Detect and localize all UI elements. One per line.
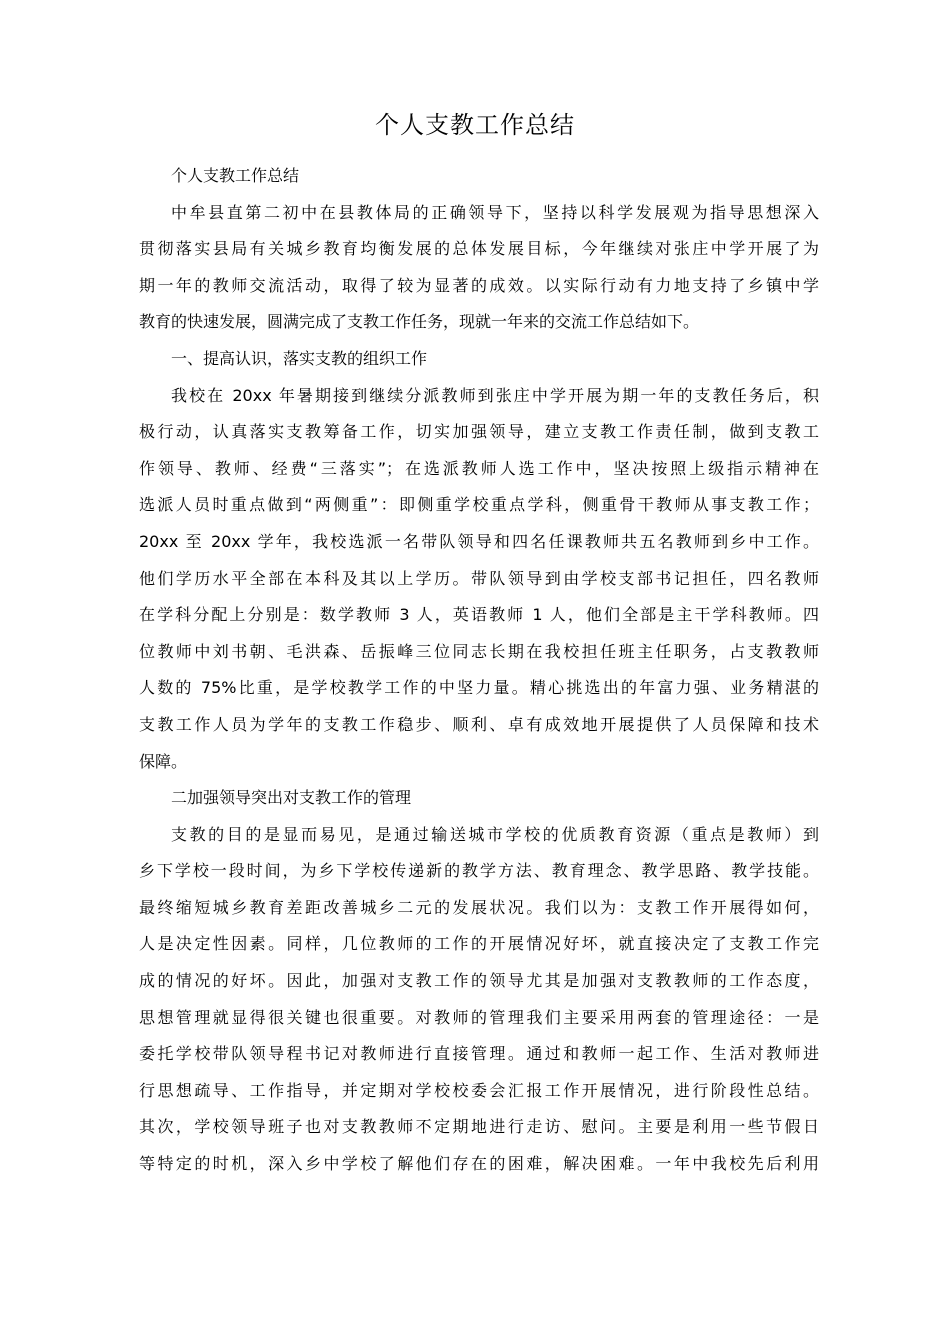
- text-line: 乡下学校一段时间，为乡下学校传递新的教学方法、教育理念、教学思路、教学技能。: [139, 861, 819, 881]
- text-line: 二加强领导突出对支教工作的管理: [171, 788, 412, 808]
- text-line: 作领导、教师、经费“三落实”；在选派教师人选工作中，坚决按照上级指示精神在: [139, 458, 819, 478]
- document-title: 个人支教工作总结: [375, 111, 575, 139]
- text-line: 其次，学校领导班子也对支教教师不定期地进行走访、慰问。主要是利用一些节假日: [139, 1117, 819, 1137]
- text-line: 人是决定性因素。同样，几位教师的工作的开展情况好坏，就直接决定了支教工作完: [139, 934, 819, 954]
- text-line: 极行动，认真落实支教筹备工作，切实加强领导，建立支教工作责任制，做到支教工: [139, 422, 819, 442]
- text-line: 成的情况的好坏。因此，加强对支教工作的领导尤其是加强对支教教师的工作态度，: [139, 971, 819, 991]
- text-line: 贯彻落实县局有关城乡教育均衡发展的总体发展目标，今年继续对张庄中学开展了为: [139, 239, 819, 259]
- text-line: 思想管理就显得很关键也很重要。对教师的管理我们主要采用两套的管理途径：一是: [139, 1007, 819, 1027]
- text-line: 个人支教工作总结: [171, 166, 300, 185]
- text-line: 在学科分配上分别是：数学教师 3 人，英语教师 1 人，他们全部是主干学科教师。四: [139, 605, 819, 625]
- text-line: 最终缩短城乡教育差距改善城乡二元的发展状况。我们以为：支教工作开展得如何，: [139, 897, 819, 917]
- text-line: 一、提高认识，落实支教的组织工作: [171, 348, 428, 368]
- document-body: [139, 158, 819, 1183]
- text-line: 保障。: [139, 751, 188, 771]
- text-line: 期一年的教师交流活动，取得了较为显著的成效。以实际行动有力地支持了乡镇中学: [139, 275, 819, 295]
- text-line: 选派人员时重点做到“两侧重”：即侧重学校重点学科，侧重骨干教师从事支教工作；: [139, 495, 819, 515]
- text-line: 我校在 20xx 年暑期接到继续分派教师到张庄中学开展为期一年的支教任务后，积: [171, 385, 819, 405]
- text-line: 中牟县直第二初中在县教体局的正确领导下，坚持以科学发展观为指导思想深入: [171, 202, 819, 222]
- text-line: 他们学历水平全部在本科及其以上学历。带队领导到由学校支部书记担任，四名教师: [139, 568, 819, 588]
- text-line: 委托学校带队领导程书记对教师进行直接管理。通过和教师一起工作、生活对教师进: [139, 1044, 819, 1064]
- text-line: 教育的快速发展，圆满完成了支教工作任务，现就一年来的交流工作总结如下。: [139, 312, 700, 332]
- text-line: 等特定的时机，深入乡中学校了解他们存在的困难，解决困难。一年中我校先后利用: [139, 1154, 819, 1174]
- text-line: 行思想疏导、工作指导，并定期对学校校委会汇报工作开展情况，进行阶段性总结。: [139, 1080, 819, 1100]
- text-line: 位教师中刘书朝、毛洪森、岳振峰三位同志长期在我校担任班主任职务，占支教教师: [139, 641, 819, 661]
- text-line: 支教的目的是显而易见，是通过输送城市学校的优质教育资源（重点是教师）到: [171, 824, 819, 844]
- text-line: 20xx 至 20xx 学年，我校选派一名带队领导和四名任课教师共五名教师到乡中工作。: [139, 531, 819, 551]
- text-line: 支教工作人员为学年的支教工作稳步、顺利、卓有成效地开展提供了人员保障和技术: [139, 714, 819, 734]
- text-line: 人数的 75%比重，是学校教学工作的中坚力量。精心挑选出的年富力强、业务精湛的: [139, 678, 819, 698]
